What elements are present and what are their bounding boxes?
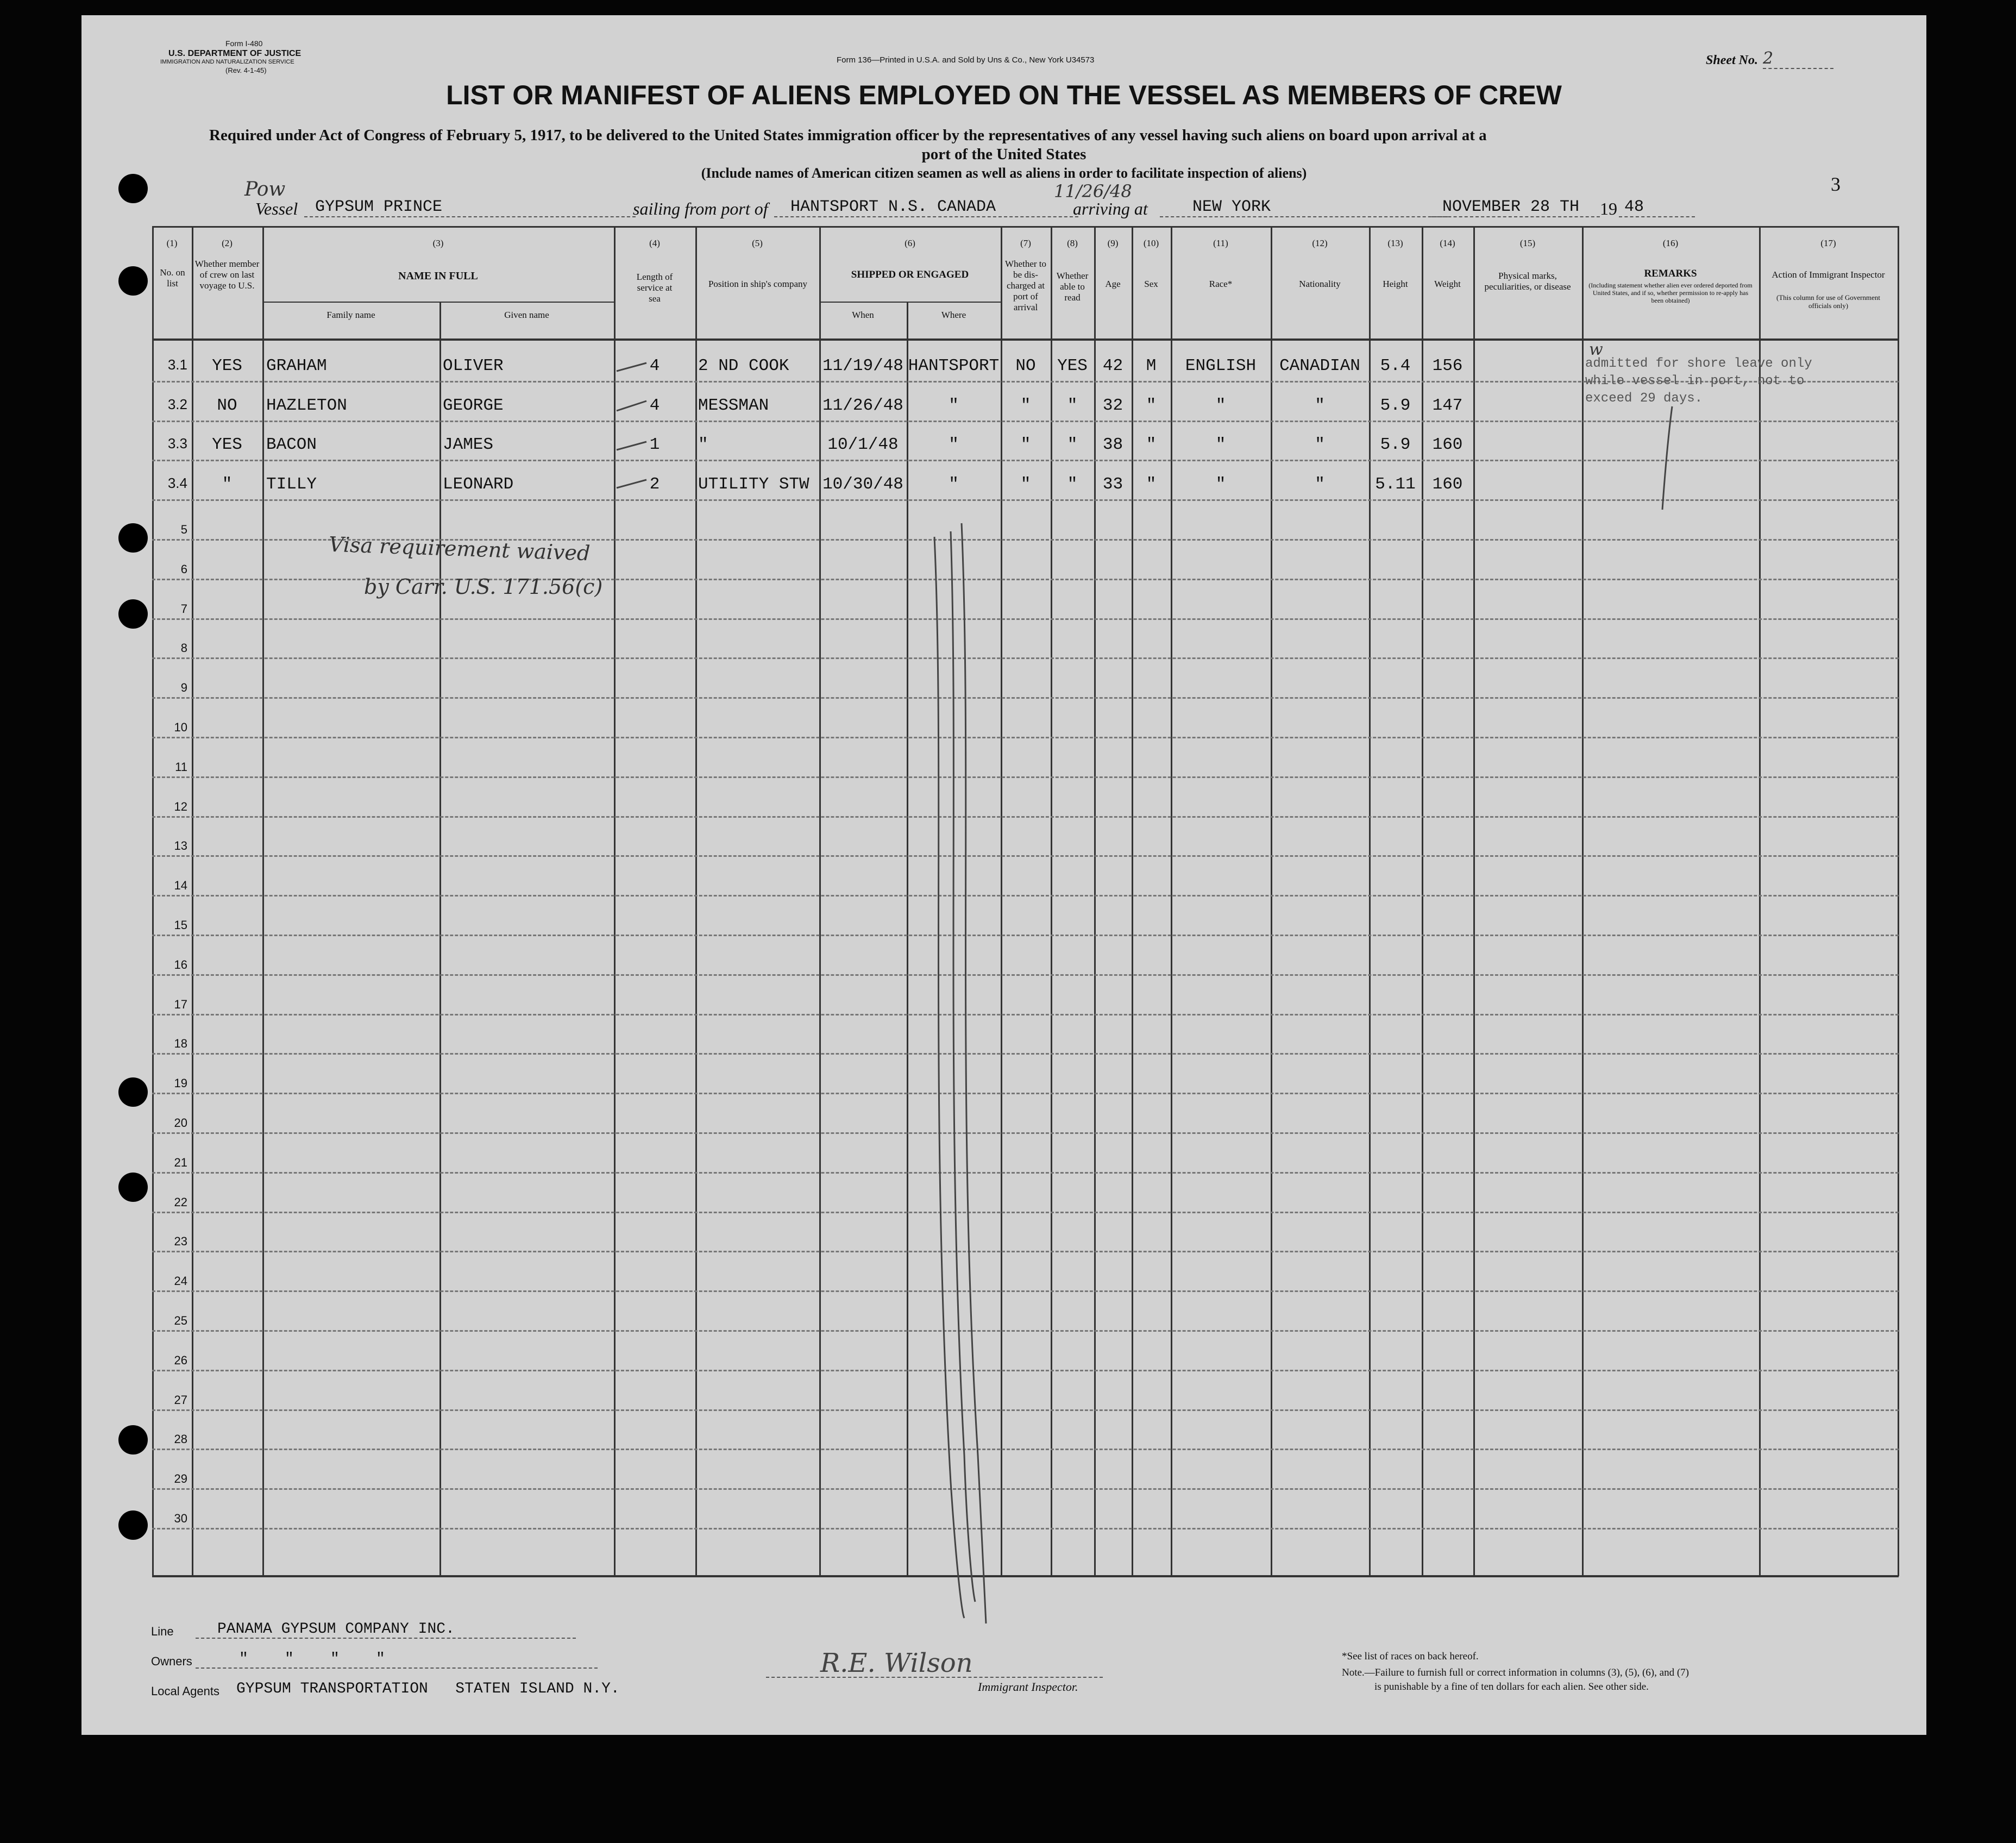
position-cell: 2 ND COOK [698,356,789,375]
agents-value: GYPSUM TRANSPORTATION STATEN ISLAND N.Y. [236,1681,620,1697]
position-cell: MESSMAN [698,396,769,415]
col4-number: (4) [649,238,660,248]
pencil-marks [81,15,1926,1735]
given-name-cell: LEONARD [443,475,514,494]
col1-header: No. on list [160,267,185,289]
member-cell: YES [212,435,242,455]
col2-number: (2) [222,238,233,248]
sex-cell: " [1146,475,1157,494]
when-cell: 11/26/48 [822,396,903,415]
col7-header: Whether to be dis-charged at port of arrival [1005,259,1046,312]
col8-header: Whether able to read [1056,271,1089,303]
row-number: 29 [174,1472,187,1486]
col3-number: (3) [432,238,444,248]
sex-cell: " [1146,435,1157,455]
row-number: 5 [180,523,187,536]
col16-number: (16) [1662,238,1679,248]
row-number: 3.1 [167,356,187,373]
col1-number: (1) [166,238,178,248]
remarks-line1: admitted for shore leave only [1585,356,1812,371]
position-cell: " [698,435,708,455]
department: U.S. DEPARTMENT OF JUSTICE [168,49,302,58]
col5-header: Position in ship's company [708,279,808,289]
col7-number: (7) [1020,238,1031,248]
nationality-cell: " [1315,435,1325,455]
col17-number: (17) [1820,238,1836,248]
sailing-date: 11/26/48 [1054,181,1132,202]
family-name-cell: HAZLETON [266,396,347,415]
age-cell: 33 [1102,475,1123,494]
row-number: 9 [180,681,187,695]
form-number: Form I-480 [225,39,263,48]
age-cell: 42 [1102,356,1123,375]
col2-header: Whether member of crew on last voyage to U.S. [194,259,260,291]
when-cell: 10/1/48 [827,435,899,455]
col17-header: Action of Immigrant Inspector [1772,269,1885,280]
arrival-date: NOVEMBER 28 TH [1431,198,1600,217]
page-title: LIST OR MANIFEST OF ALIENS EMPLOYED ON THE VESSEL AS MEMBERS OF CREW [446,80,1562,110]
arriving-port: NEW YORK [1160,198,1448,217]
col3-header: NAME IN FULL [398,270,478,282]
member-cell: NO [217,396,237,415]
race-cell: " [1215,475,1226,494]
length-cell: 4 [649,396,660,415]
where-cell: " [949,396,959,415]
col8-number: (8) [1067,238,1078,248]
length-cell: 2 [649,475,660,494]
row-number: 23 [174,1234,187,1249]
arriving-label: arriving at [1073,199,1148,218]
col16-subheader: (Including statement whether alien ever ordered deported from United States, and if so, whether permission to re-apply has been obtained) [1588,281,1753,304]
col12-number: (12) [1312,238,1328,248]
given-name-cell: OLIVER [443,356,504,375]
col15-number: (15) [1519,238,1536,248]
sheet-label: Sheet No. [1706,53,1758,67]
given-name-cell: JAMES [443,435,494,455]
weight-cell: 147 [1432,396,1463,415]
when-cell: 10/30/48 [822,475,903,494]
race-cell: ENGLISH [1185,356,1257,375]
agents-label: Local Agents [151,1684,219,1698]
row-number: 18 [174,1037,187,1051]
height-cell: 5.11 [1375,475,1416,494]
where-header: Where [941,310,966,320]
discharge-cell: " [1020,396,1031,415]
read-cell: " [1067,435,1078,455]
penalty-note-line1: Note.—Failure to furnish full or correct information in columns (3), (5), (6), and (7) [1342,1667,1689,1678]
visa-note-line2: by Carr. U.S. 171.56(c) [364,575,603,599]
corner-number: 3 [1831,173,1841,195]
nationality-cell: " [1315,475,1325,494]
race-cell: " [1215,435,1226,455]
row-number: 25 [174,1314,187,1327]
row-number: 19 [174,1076,187,1090]
nationality-cell: CANADIAN [1279,356,1360,375]
penalty-note-line2: is punishable by a fine of ten dollars for each alien. See other side. [1374,1681,1649,1692]
remarks-line2: while vessel in port, not to [1585,374,1805,388]
weight-cell: 160 [1432,435,1463,455]
age-cell: 32 [1102,396,1123,415]
remarks-line3: exceed 29 days. [1585,391,1703,406]
nationality-cell: " [1315,396,1325,415]
line-value: PANAMA GYPSUM COMPANY INC. [196,1621,576,1639]
member-cell: YES [212,356,242,375]
sailing-port: HANTSPORT N.S. CANADA [774,198,1078,217]
visa-note-line1: Visa requirement waived [328,532,591,566]
discharge-cell: " [1020,475,1031,494]
col14-header: Weight [1434,279,1461,289]
vessel-name: GYPSUM PRINCE [304,198,636,217]
height-cell: 5.9 [1380,396,1411,415]
length-cell: 1 [649,435,660,455]
row-number: 12 [174,799,187,813]
race-cell: " [1215,396,1226,415]
col11-number: (11) [1213,238,1228,248]
remarks-initial: w [1589,340,1603,359]
subtitle-line2: port of the United States [921,146,1086,163]
length-cell: 4 [649,356,660,375]
col13-number: (13) [1387,238,1403,248]
inspector-label: Immigrant Inspector. [978,1680,1078,1694]
arrival-year: 48 [1619,198,1695,217]
where-cell: " [949,475,959,494]
row-number: 3.3 [167,435,187,452]
discharge-cell: " [1020,435,1031,455]
row-number: 13 [174,839,187,853]
row-number: 21 [174,1155,187,1169]
owners-value: " " " " [196,1651,598,1669]
row-number: 24 [174,1274,187,1288]
read-cell: YES [1057,356,1088,375]
where-cell: HANTSPORT [908,356,1000,375]
sheet-number: 2 [1763,49,1833,69]
height-cell: 5.9 [1380,435,1411,455]
col10-number: (10) [1143,238,1159,248]
row-number: 7 [180,601,187,616]
sex-cell: M [1146,356,1157,375]
col16-header: REMARKS [1644,268,1697,279]
row-number: 22 [174,1195,187,1209]
row-number: 28 [174,1432,187,1446]
col10-header: Sex [1144,279,1158,289]
pow-annotation: Pow [244,178,286,200]
family-name-cell: BACON [266,435,317,455]
discharge-cell: NO [1015,356,1036,375]
position-cell: UTILITY STW [698,475,809,494]
sex-cell: " [1146,396,1157,415]
races-note: *See list of races on back hereof. [1342,1651,1479,1662]
subtitle-line3: (Include names of American citizen seamen as well as aliens in order to facilitate inspection of aliens) [701,165,1307,181]
col14-number: (14) [1440,238,1455,248]
inspector-signature: R.E. Wilson [820,1648,973,1678]
row-number: 11 [175,760,187,774]
vessel-label: Vessel [255,199,298,218]
col9-header: Age [1105,279,1121,289]
family-name-cell: TILLY [266,475,317,494]
owners-label: Owners [151,1654,192,1668]
read-cell: " [1067,475,1078,494]
row-number: 6 [180,562,187,576]
family-name-cell: GRAHAM [266,356,327,375]
row-number: 3.2 [167,396,187,412]
row-number: 8 [180,641,187,655]
line-label: Line [151,1625,174,1638]
read-cell: " [1067,396,1078,415]
row-number: 27 [174,1393,187,1407]
given-name-cell: GEORGE [443,396,504,415]
age-cell: 38 [1102,435,1123,455]
row-number: 20 [174,1116,187,1130]
where-cell: " [949,435,959,455]
row-number: 15 [174,918,187,932]
row-number: 26 [174,1353,187,1367]
given-name-header: Given name [504,310,549,320]
col6-number: (6) [905,238,915,248]
col12-header: Nationality [1299,279,1341,289]
row-number: 14 [174,879,187,893]
col5-number: (5) [752,238,763,248]
year-prefix: 19 [1600,199,1617,218]
revision: (Rev. 4-1-45) [225,66,267,74]
manifest-sheet [81,15,1926,1735]
row-number: 17 [174,997,187,1011]
col15-header: Physical marks, peculiarities, or disease [1484,271,1571,292]
col17-subheader: (This column for use of Government officials only) [1776,293,1880,310]
sailing-label: sailing from port of [633,199,768,218]
row-number: 16 [174,957,187,971]
service: IMMIGRATION AND NATURALIZATION SERVICE [160,59,294,65]
weight-cell: 156 [1432,356,1463,375]
when-header: When [852,310,874,320]
weight-cell: 160 [1432,475,1463,494]
row-number: 30 [174,1512,187,1525]
printer-line: Form 136—Printed in U.S.A. and Sold by Uns & Co., New York U34573 [837,55,1095,65]
when-cell: 11/19/48 [822,356,903,375]
col9-number: (9) [1107,238,1119,248]
subtitle-line1: Required under Act of Congress of February 5, 1917, to be delivered to the United States immigration officer by the representatives of any vessel having such aliens on board upon arrival at a [209,127,1487,144]
row-number: 10 [174,720,187,734]
family-name-header: Family name [326,310,375,320]
row-number: 3.4 [167,475,187,492]
member-cell: " [222,475,233,494]
height-cell: 5.4 [1380,356,1411,375]
col13-header: Height [1383,279,1408,289]
col6-header: SHIPPED OR ENGAGED [851,269,969,280]
col4-header: Length of service at sea [636,272,673,304]
col11-header: Race* [1209,279,1233,289]
